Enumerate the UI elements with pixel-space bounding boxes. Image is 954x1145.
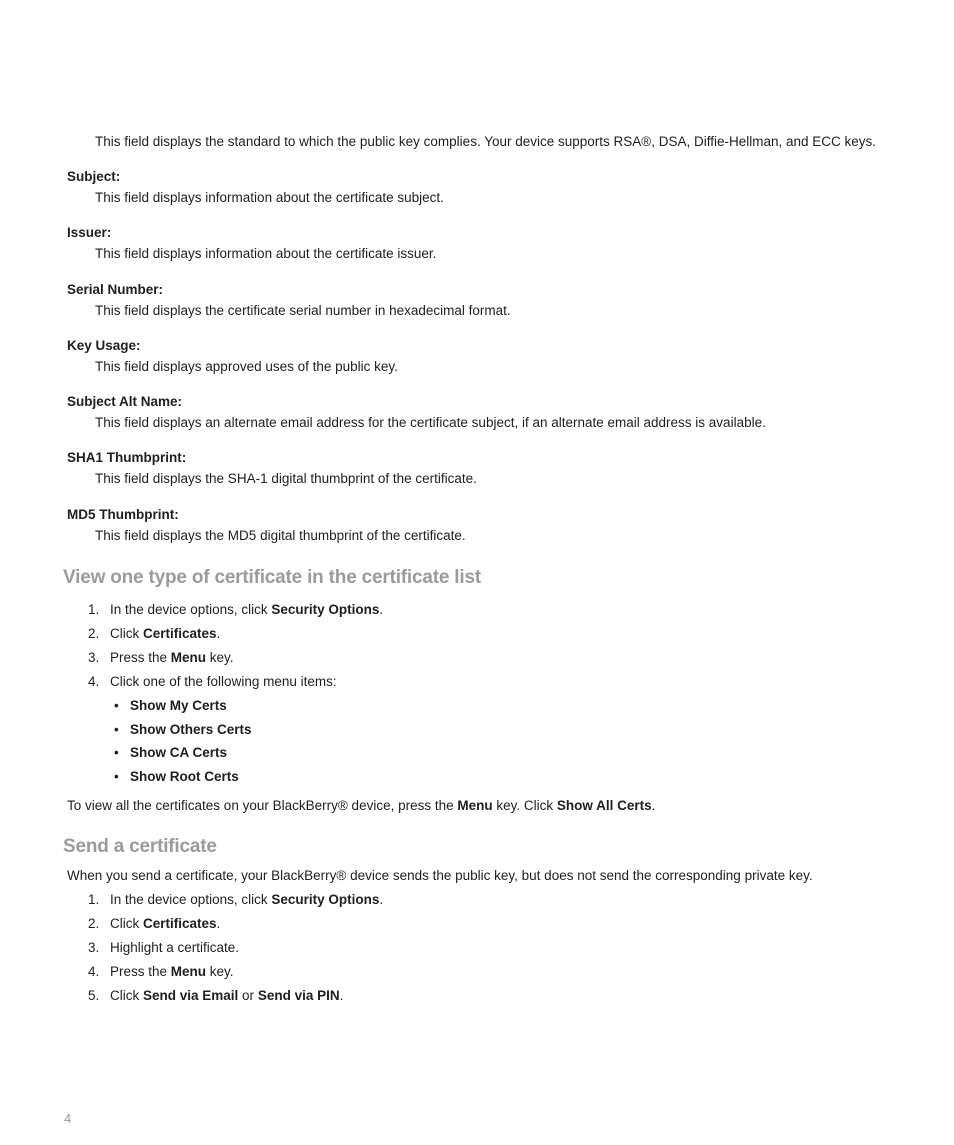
step-number: 1. <box>88 892 100 907</box>
step-item <box>88 600 383 624</box>
step-text-end: key. <box>206 964 234 979</box>
definition-description: This field displays approved uses of the public key. <box>95 358 398 374</box>
step-text: Click <box>110 916 143 931</box>
step-ui-term: Certificates <box>143 626 217 641</box>
menu-item-label: Show Root Certs <box>130 769 239 785</box>
definition-subject <box>67 167 927 223</box>
step-text: Click <box>110 626 143 641</box>
menu-item-label: Show My Certs <box>130 698 227 713</box>
definition-key-usage <box>67 336 927 392</box>
step-item <box>88 914 383 938</box>
definition-serial-number <box>67 280 927 336</box>
definition-term: MD5 Thumbprint: <box>67 506 179 522</box>
step-number: 2. <box>88 916 100 931</box>
list-item <box>114 720 252 744</box>
definition-description: This field displays the MD5 digital thumbprint of the certificate. <box>95 527 466 543</box>
note-text: key. Click <box>492 798 557 813</box>
step-item <box>88 890 383 914</box>
definition-sha1-thumbprint <box>67 448 927 504</box>
step-number: 4. <box>88 964 100 979</box>
step-ui-term: Security Options <box>271 892 380 907</box>
step-text-mid: or <box>238 988 258 1003</box>
step-text-end: key. <box>206 650 234 665</box>
menu-item-label: Show Others Certs <box>130 721 252 737</box>
note-ui-term: Menu <box>457 798 493 813</box>
definition-term: SHA1 Thumbprint: <box>67 450 187 466</box>
section-heading-send-certificate: Send a certificate <box>63 836 217 857</box>
list-item <box>114 743 252 767</box>
definition-md5-thumbprint <box>67 505 927 561</box>
view-certificate-steps <box>88 600 383 696</box>
bullet-icon: • <box>114 698 119 713</box>
step-ui-term: Menu <box>170 650 207 665</box>
definition-term: Serial Number: <box>67 281 164 297</box>
definition-term: Subject Alt Name: <box>67 394 183 410</box>
step-item <box>88 938 383 962</box>
definition-description: This field displays the SHA-1 digital thumbprint of the certificate. <box>95 471 477 487</box>
step-text-end: . <box>216 916 221 931</box>
step-number: 5. <box>88 988 100 1003</box>
step-text: Press the <box>110 964 171 979</box>
step-number: 3. <box>88 650 100 665</box>
page-number: 4 <box>64 1111 72 1126</box>
list-item <box>114 767 252 791</box>
bullet-icon: • <box>114 769 119 785</box>
bullet-icon: • <box>114 745 119 761</box>
definition-description: This field displays an alternate email address for the certificate subject, if an alternate email address is available. <box>95 415 766 431</box>
send-certificate-intro: When you send a certificate, your BlackBerry® device sends the public key, but does not send the corresponding private key. <box>67 868 813 883</box>
send-certificate-steps <box>88 890 383 1010</box>
step-number: 1. <box>88 602 100 617</box>
step-text: Press the <box>110 650 171 665</box>
step-text-end: . <box>339 988 344 1003</box>
bullet-icon: • <box>114 721 119 737</box>
step-ui-term: Send via Email <box>143 988 239 1003</box>
note-ui-term: Show All Certs <box>556 798 652 813</box>
step-number: 4. <box>88 674 100 689</box>
step-ui-term-2: Send via PIN <box>257 988 340 1003</box>
step-ui-term: Certificates <box>143 916 217 931</box>
note-text: To view all the certificates on your BlackBerry® device, press the <box>67 798 458 813</box>
view-all-certificates-note <box>67 796 655 816</box>
step-text: In the device options, click <box>110 892 272 907</box>
step-text: In the device options, click <box>110 602 272 617</box>
step-text-end: . <box>379 892 384 907</box>
step-text-end: . <box>379 602 384 617</box>
step-item <box>88 648 383 672</box>
note-text-end: . <box>651 798 656 813</box>
step-item <box>88 986 383 1010</box>
step-number: 3. <box>88 940 100 955</box>
definition-description: This field displays information about the certificate subject. <box>95 190 444 205</box>
step-text: Click <box>110 988 143 1003</box>
step-item <box>88 624 383 648</box>
public-key-description: This field displays the standard to which the public key complies. Your device supports RSA®, DSA, Diffie-Hellman, and ECC keys. <box>95 134 877 149</box>
definition-issuer <box>67 223 927 279</box>
definition-term: Subject: <box>67 169 121 184</box>
step-item <box>88 672 383 696</box>
menu-item-label: Show CA Certs <box>130 745 228 761</box>
certificate-field-definitions <box>67 167 927 561</box>
definition-description: This field displays the certificate serial number in hexadecimal format. <box>95 302 511 318</box>
list-item <box>114 696 252 720</box>
step-text-end: . <box>216 626 221 641</box>
definition-term: Key Usage: <box>67 337 141 353</box>
step-text: Click one of the following menu items: <box>110 674 337 689</box>
step-ui-term: Security Options <box>271 602 380 617</box>
definition-term: Issuer: <box>67 225 112 241</box>
menu-items-list <box>114 696 252 791</box>
step-text: Highlight a certificate. <box>110 940 240 955</box>
definition-subject-alt-name <box>67 392 927 448</box>
step-ui-term: Menu <box>170 964 207 979</box>
step-number: 2. <box>88 626 100 641</box>
step-item <box>88 962 383 986</box>
section-heading-view-certificate-type: View one type of certificate in the certificate list <box>63 567 481 588</box>
definition-description: This field displays information about the certificate issuer. <box>95 246 437 262</box>
